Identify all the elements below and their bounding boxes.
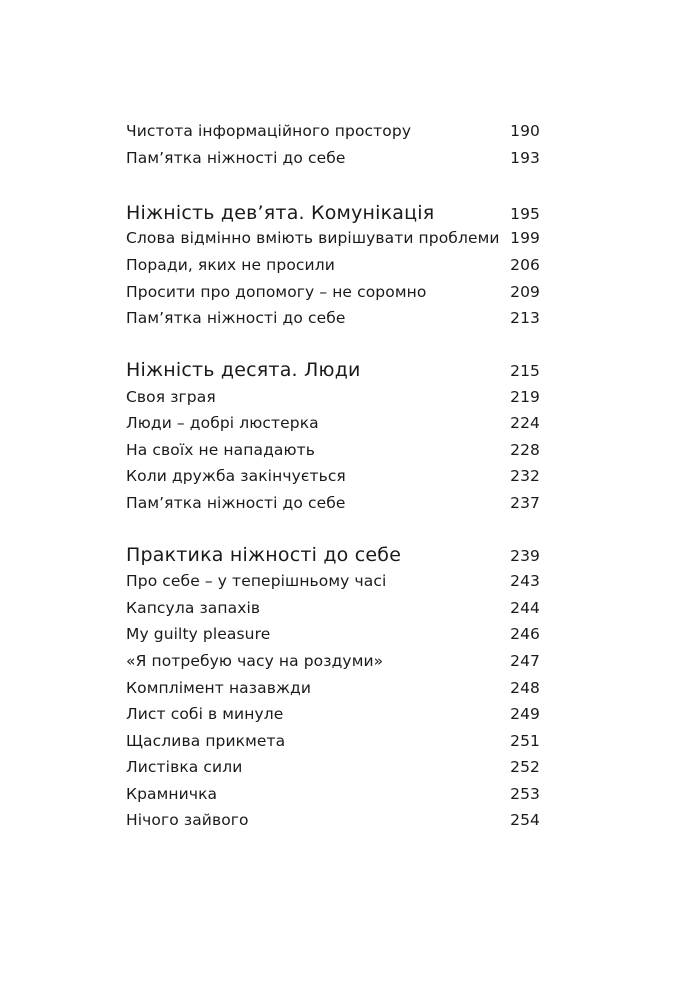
toc-entry: [126, 309, 540, 327]
toc-heading-page: 195: [510, 205, 540, 223]
toc-entry: [126, 652, 540, 670]
toc-section-heading: [126, 359, 540, 381]
toc-entry-title: Крамничка: [126, 785, 218, 803]
toc-entry-title: «Я потребую часу на роздуми»: [126, 652, 384, 670]
toc-entry-title: Своя зграя: [126, 388, 216, 406]
toc-entry-page: 237: [510, 494, 540, 512]
toc-entry-title: Комплімент назавжди: [126, 679, 312, 697]
toc-entry: [126, 283, 540, 301]
toc-entry-title: Слова відмінно вміють вирішувати проблеми: [126, 229, 500, 247]
toc-heading-title: Ніжність дев’ята. Комунікація: [126, 202, 435, 224]
toc-entry: [126, 572, 540, 590]
toc-entry-page: 228: [510, 441, 540, 459]
toc-entry: [126, 149, 540, 167]
toc-entry-title: На своїх не нападають: [126, 441, 316, 459]
toc-entry: [126, 811, 540, 829]
toc-entry-page: 244: [510, 599, 540, 617]
toc-entry: [126, 758, 540, 776]
toc-entry: [126, 732, 540, 750]
toc-entry-page: 232: [510, 467, 540, 485]
toc-entry: [126, 679, 540, 697]
toc-entry: [126, 229, 540, 247]
toc-entry-title: Пам’ятка ніжності до себе: [126, 494, 346, 512]
toc-entry-title: Листівка сили: [126, 758, 243, 776]
toc-entry-page: 224: [510, 414, 540, 432]
toc-entry: [126, 122, 540, 140]
toc-heading-title: Ніжність десята. Люди: [126, 359, 361, 381]
toc-entry-page: 249: [510, 705, 540, 723]
toc-entry-title: Пам’ятка ніжності до себе: [126, 309, 346, 327]
toc-entry-page: 252: [510, 758, 540, 776]
toc-entry: [126, 599, 540, 617]
toc-entry-title: Поради, яких не просили: [126, 256, 335, 274]
toc-entry-title: Нічого зайвого: [126, 811, 249, 829]
toc-entry: [126, 467, 540, 485]
toc-entry-title: Коли дружба закінчується: [126, 467, 346, 485]
toc-section-heading: [126, 544, 540, 566]
toc-entry-page: 247: [510, 652, 540, 670]
toc-entry-title: Просити про допомогу – не соромно: [126, 283, 427, 301]
toc-entry: [126, 414, 540, 432]
toc-entry: [126, 625, 540, 643]
toc-heading-title: Практика ніжності до себе: [126, 544, 402, 566]
toc-entry: [126, 785, 540, 803]
toc-heading-page: 215: [510, 362, 540, 380]
toc-entry-page: 209: [510, 283, 540, 301]
toc-entry-title: Чистота інформаційного простору: [126, 122, 412, 140]
toc-entry: [126, 705, 540, 723]
toc-entry-title: Капсула запахів: [126, 599, 261, 617]
toc-entry-title: My guilty pleasure: [126, 625, 271, 643]
toc-entry-title: Пам’ятка ніжності до себе: [126, 149, 346, 167]
toc-entry-page: 219: [510, 388, 540, 406]
toc-entry-page: 206: [510, 256, 540, 274]
toc-entry-page: 253: [510, 785, 540, 803]
toc-entry-page: 190: [510, 122, 540, 140]
toc-section-heading: [126, 202, 540, 224]
toc-entry-page: 251: [510, 732, 540, 750]
toc-entry-title: Щаслива прикмета: [126, 732, 286, 750]
toc-entry-page: 248: [510, 679, 540, 697]
toc-entry-page: 193: [510, 149, 540, 167]
toc-heading-page: 239: [510, 547, 540, 565]
toc-entry: [126, 441, 540, 459]
toc-entry-title: Про себе – у теперішньому часі: [126, 572, 387, 590]
toc-entry: [126, 494, 540, 512]
toc-entry: [126, 388, 540, 406]
toc-entry-page: 254: [510, 811, 540, 829]
toc-entry-page: 243: [510, 572, 540, 590]
toc-entry-page: 199: [510, 229, 540, 247]
toc-entry-title: Люди – добрі люстерка: [126, 414, 319, 432]
toc-entry-page: 246: [510, 625, 540, 643]
toc-entry-page: 213: [510, 309, 540, 327]
toc-entry: [126, 256, 540, 274]
toc-entry-title: Лист собі в минуле: [126, 705, 284, 723]
